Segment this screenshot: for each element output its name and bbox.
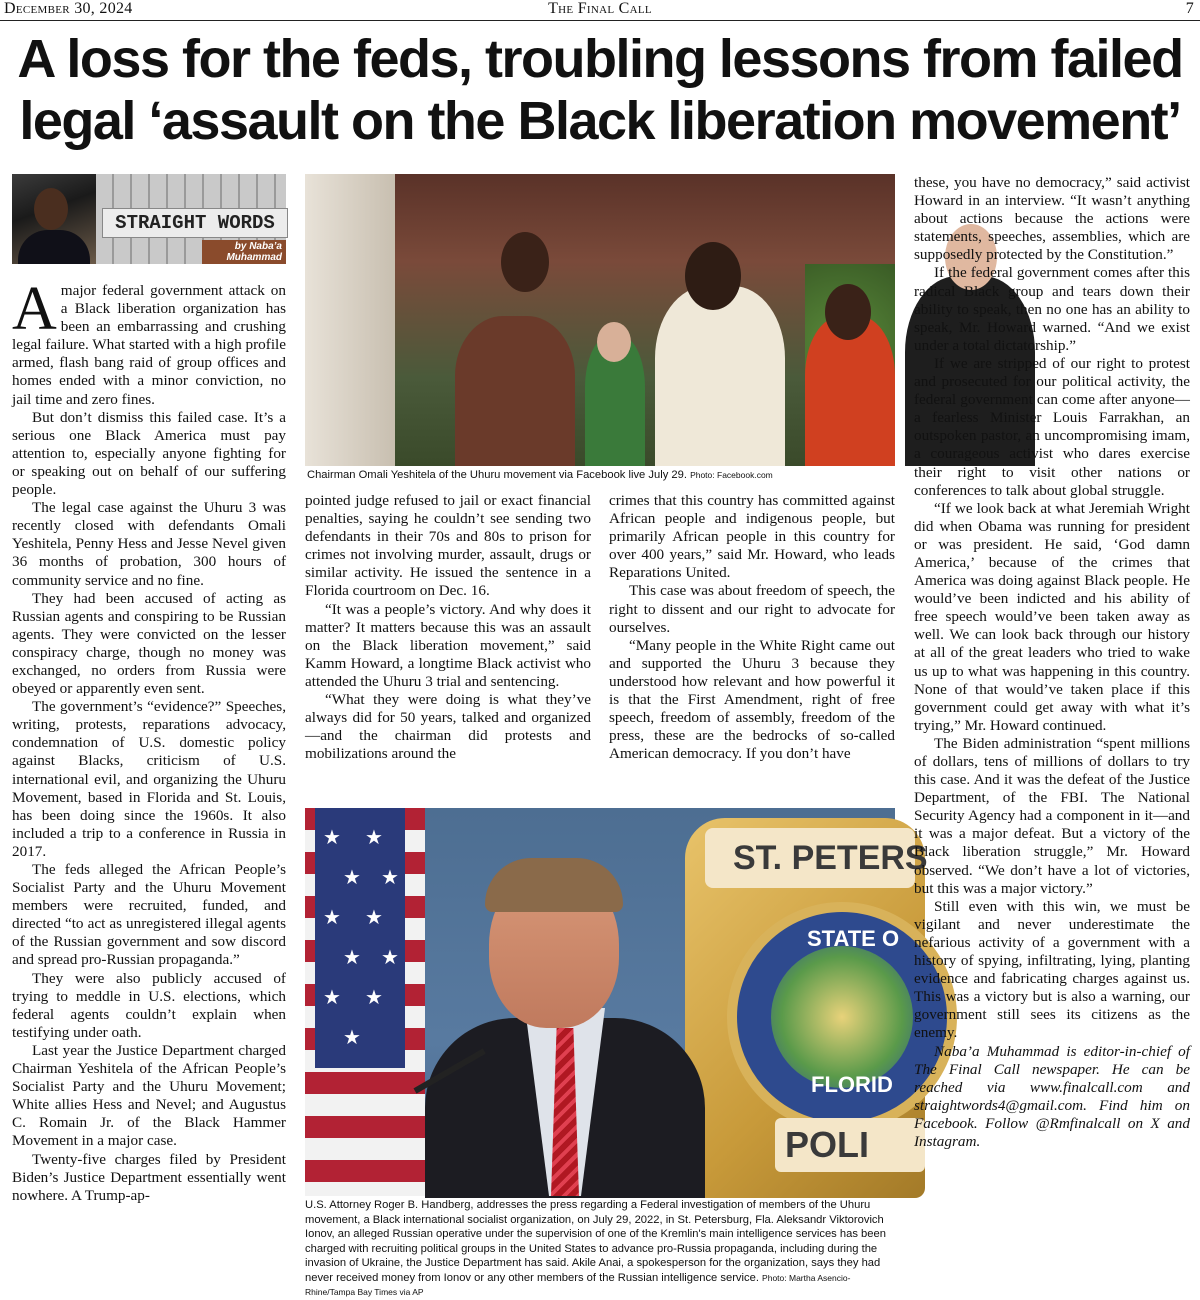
paragraph: Still even with this win, we must be vigilant and never underestimate the nefarious activity of a government with a history of spying, infiltrating, lying, planting evidence and fabricating charges against us. This was a victory but is also a warning, our government still sees its citizens as the enemy. xyxy=(914,897,1190,1042)
photo-credit: Photo: Martha Asencio-Rhine/Tampa Bay Times via AP xyxy=(305,1272,851,1297)
article-column-3 xyxy=(609,492,895,763)
rally-photo-caption: Chairman Omali Yeshitela of the Uhuru movement via Facebook live July 29. Photo: Facebook.com xyxy=(307,469,773,481)
paragraph: If we are stripped of our right to protest and prosecuted for our political activity, the federal government can come after anyone—a fearless Minister Louis Farrakhan, an outspoken pastor, an uncompromising imam, a courageous activist who dares exercise their right to visit other nations or conferences to talk about global struggle. xyxy=(914,354,1190,499)
paragraph: “What they were doing is what they’ve always did for 50 years, talked and organized—and the chairman did protests and mobilizations around the xyxy=(305,691,591,763)
paragraph: But don’t dismiss this failed case. It’s a serious one Black America must pay attention to, especially anyone fighting for or speaking out on behalf of our suffering people. xyxy=(12,408,286,499)
paragraph: They were also publicly accused of trying to meddle in U.S. elections, which federal agents couldn’t explain when testifying under oath. xyxy=(12,969,286,1041)
newspaper-name: The Final Call xyxy=(548,0,652,17)
paragraph: pointed judge refused to jail or exact financial penalties, saying he couldn’t see sending two defendants in their 70s and 80s to prison for crimes not involving murder, assault, drugs or similar activity. He issued the sentence in a Florida courtroom on Dec. 16. xyxy=(305,492,591,600)
issue-date: December 30, 2024 xyxy=(4,0,133,17)
author-bio: Naba’a Muhammad is editor-in-chief of The Final Call newspaper. He can be reached via www.finalcall.com and straightwords4@gmail.com. Find him on Facebook. Follow @Rmfinalcall on X and Instagram. xyxy=(914,1042,1190,1150)
column-title: STRAIGHT WORDS xyxy=(102,208,288,238)
paragraph: The legal case against the Uhuru 3 was recently closed with defendants Omali Yeshitela, Penny Hess and Jesse Nevel given 36 months of probation, 300 hours of community service and no fine. xyxy=(12,499,286,589)
paragraph: The feds alleged the African People’s Socialist Party and the Uhuru Movement members were recruited, funded, and directed “to act as unregistered illegal agents of the Russian government and sow discord and spread pro-Russian propaganda.” xyxy=(12,861,286,969)
paragraph: these, you have no democracy,” said activist Howard in an interview. “It wasn’t anything about actions because the actions were statements, speeches, assemblies, which are supposedly protected by the Constitution.” xyxy=(914,174,1190,264)
paragraph: Twenty-five charges filed by President Biden’s Justice Department essentially went nowhere. A Trump-ap- xyxy=(12,1150,286,1204)
page-folio xyxy=(0,0,1200,21)
column-byline: by Naba’a Muhammad xyxy=(202,240,286,264)
paragraph: They had been accused of acting as Russian agents and conspiring to be Russian agents. They were convicted on the lesser conspiracy charge, though no money was exchanged, no orders from Russia were obeyed or apparently even sent. xyxy=(12,589,286,698)
police-badge: ST. PETERS STATE O FLORID POLI xyxy=(685,818,925,1198)
press-conference-caption: U.S. Attorney Roger B. Handberg, addresses the press regarding a Federal investigation of members of the Uhuru movement, a Black international socialist organization, on July 29, 2022, in St. Petersburg, Fla. Aleksandr Viktorovich Ionov, an alleged Russian operative under the supervision of one of the Kremlin's main intelligence services has been charged with recruiting political groups in the United States to advance pro-Russia propaganda, including during the invasion of Ukraine, the Justice Department has said. Akile Anai, a spokesperson for the organization, says they had never received money from Ionov or any other members of the Russian intelligence service. Photo: Martha Asencio-Rhine/Tampa Bay Times via AP xyxy=(305,1199,886,1297)
paragraph: The government’s “evidence?” Speeches, writing, protests, reparations advocacy, condemnation of U.S. domestic policy against Blacks, criticism of U.S. international evil, and organizing the Uhuru Movement, based in Florida and St. Louis, has been doing since the 1960s. It also included a trip to a conference in Russia in 2017. xyxy=(12,698,286,860)
paragraph: Last year the Justice Department charged Chairman Yeshitela of the African People’s Socialist Party and the Uhuru Movement; White allies Hess and Nevel; and Augustus C. Romain Jr. of the Black Hammer Movement in a major case. xyxy=(12,1041,286,1150)
american-flag: ★ ★ ★ ★ ★ ★ ★ ★ ★ ★ ★ xyxy=(305,808,425,1196)
page-number: 7 xyxy=(1185,0,1194,17)
article-headline xyxy=(0,28,1200,152)
photo-credit: Photo: Facebook.com xyxy=(690,470,773,480)
paragraph: crimes that this country has committed against African people and indigenous people, but primarily African people in this country for over 400 years,” said Mr. Howard, who leads Reparations United. xyxy=(609,492,895,582)
paragraph: This case was about freedom of speech, the right to dissent and our right to advocate for ourselves. xyxy=(609,582,895,636)
speaker xyxy=(415,858,715,1196)
headline-line-2: legal ‘assault on the Black liberation movement’ xyxy=(19,91,1181,151)
porch-column xyxy=(305,174,395,466)
paragraph: “It was a people’s victory. And why does it matter? It matters because this was an assault on the Black liberation movement,” said Kamm Howard, a longtime Black activist who attended the Uhuru 3 trial and sentencing. xyxy=(305,600,591,690)
press-conference-photo xyxy=(305,808,928,1196)
article-column-4 xyxy=(914,174,1190,1151)
rally-photo xyxy=(305,174,895,466)
author-portrait xyxy=(12,174,96,264)
drop-cap: A xyxy=(12,275,57,343)
paragraph: “If we look back at what Jeremiah Wright did when Obama was running for president or was president. He said, ‘God damn America,’ because of the crimes that America was doing against Black people. He would’ve been indicted and his ability of free speech would’ve been taken away as well. We can look back through our history at all of the great leaders who tried to wake us up to what was happening in this country. None of that would’ve taken place if this government could get away with what it’s trying,” Mr. Howard continued. xyxy=(914,499,1190,734)
paragraph: The Biden administration “spent millions of dollars, tens of millions of dollars to try this case. And it was the defeat of the Justice Department, of the FBI. The National Security Agency had a component in it—and it was a major defeat. But a victory of the Black liberation struggle,” Mr. Howard observed. “We don’t have a lot of victories, but this was a major victory.” xyxy=(914,734,1190,897)
paragraph: Amajor federal government attack on a Black liberation organization has been an embarrassing and crushing legal failure. What started with a high profile armed, flash bang raid of group offices and homes ended with a minor conviction, no jail time and zero fines. xyxy=(12,275,286,408)
paragraph: “Many people in the White Right came out and supported the Uhuru 3 because they understood how relevant and how powerful it is that the First Amendment, right of free speech, freedom of assembly, freedom of the press, these are the bedrocks of so-called American democracy. If you don’t have xyxy=(609,636,895,763)
column-signature-header xyxy=(12,174,286,266)
paragraph: If the federal government comes after this radical Black group and tears down their ability to speak, then no one has an ability to speak, Mr. Howard warned. “And we exist under a total dictatorship.” xyxy=(914,264,1190,354)
article-column-1 xyxy=(12,174,286,1205)
headline-line-1: A loss for the feds, troubling lessons from failed xyxy=(17,29,1183,89)
article-column-2 xyxy=(305,492,591,763)
